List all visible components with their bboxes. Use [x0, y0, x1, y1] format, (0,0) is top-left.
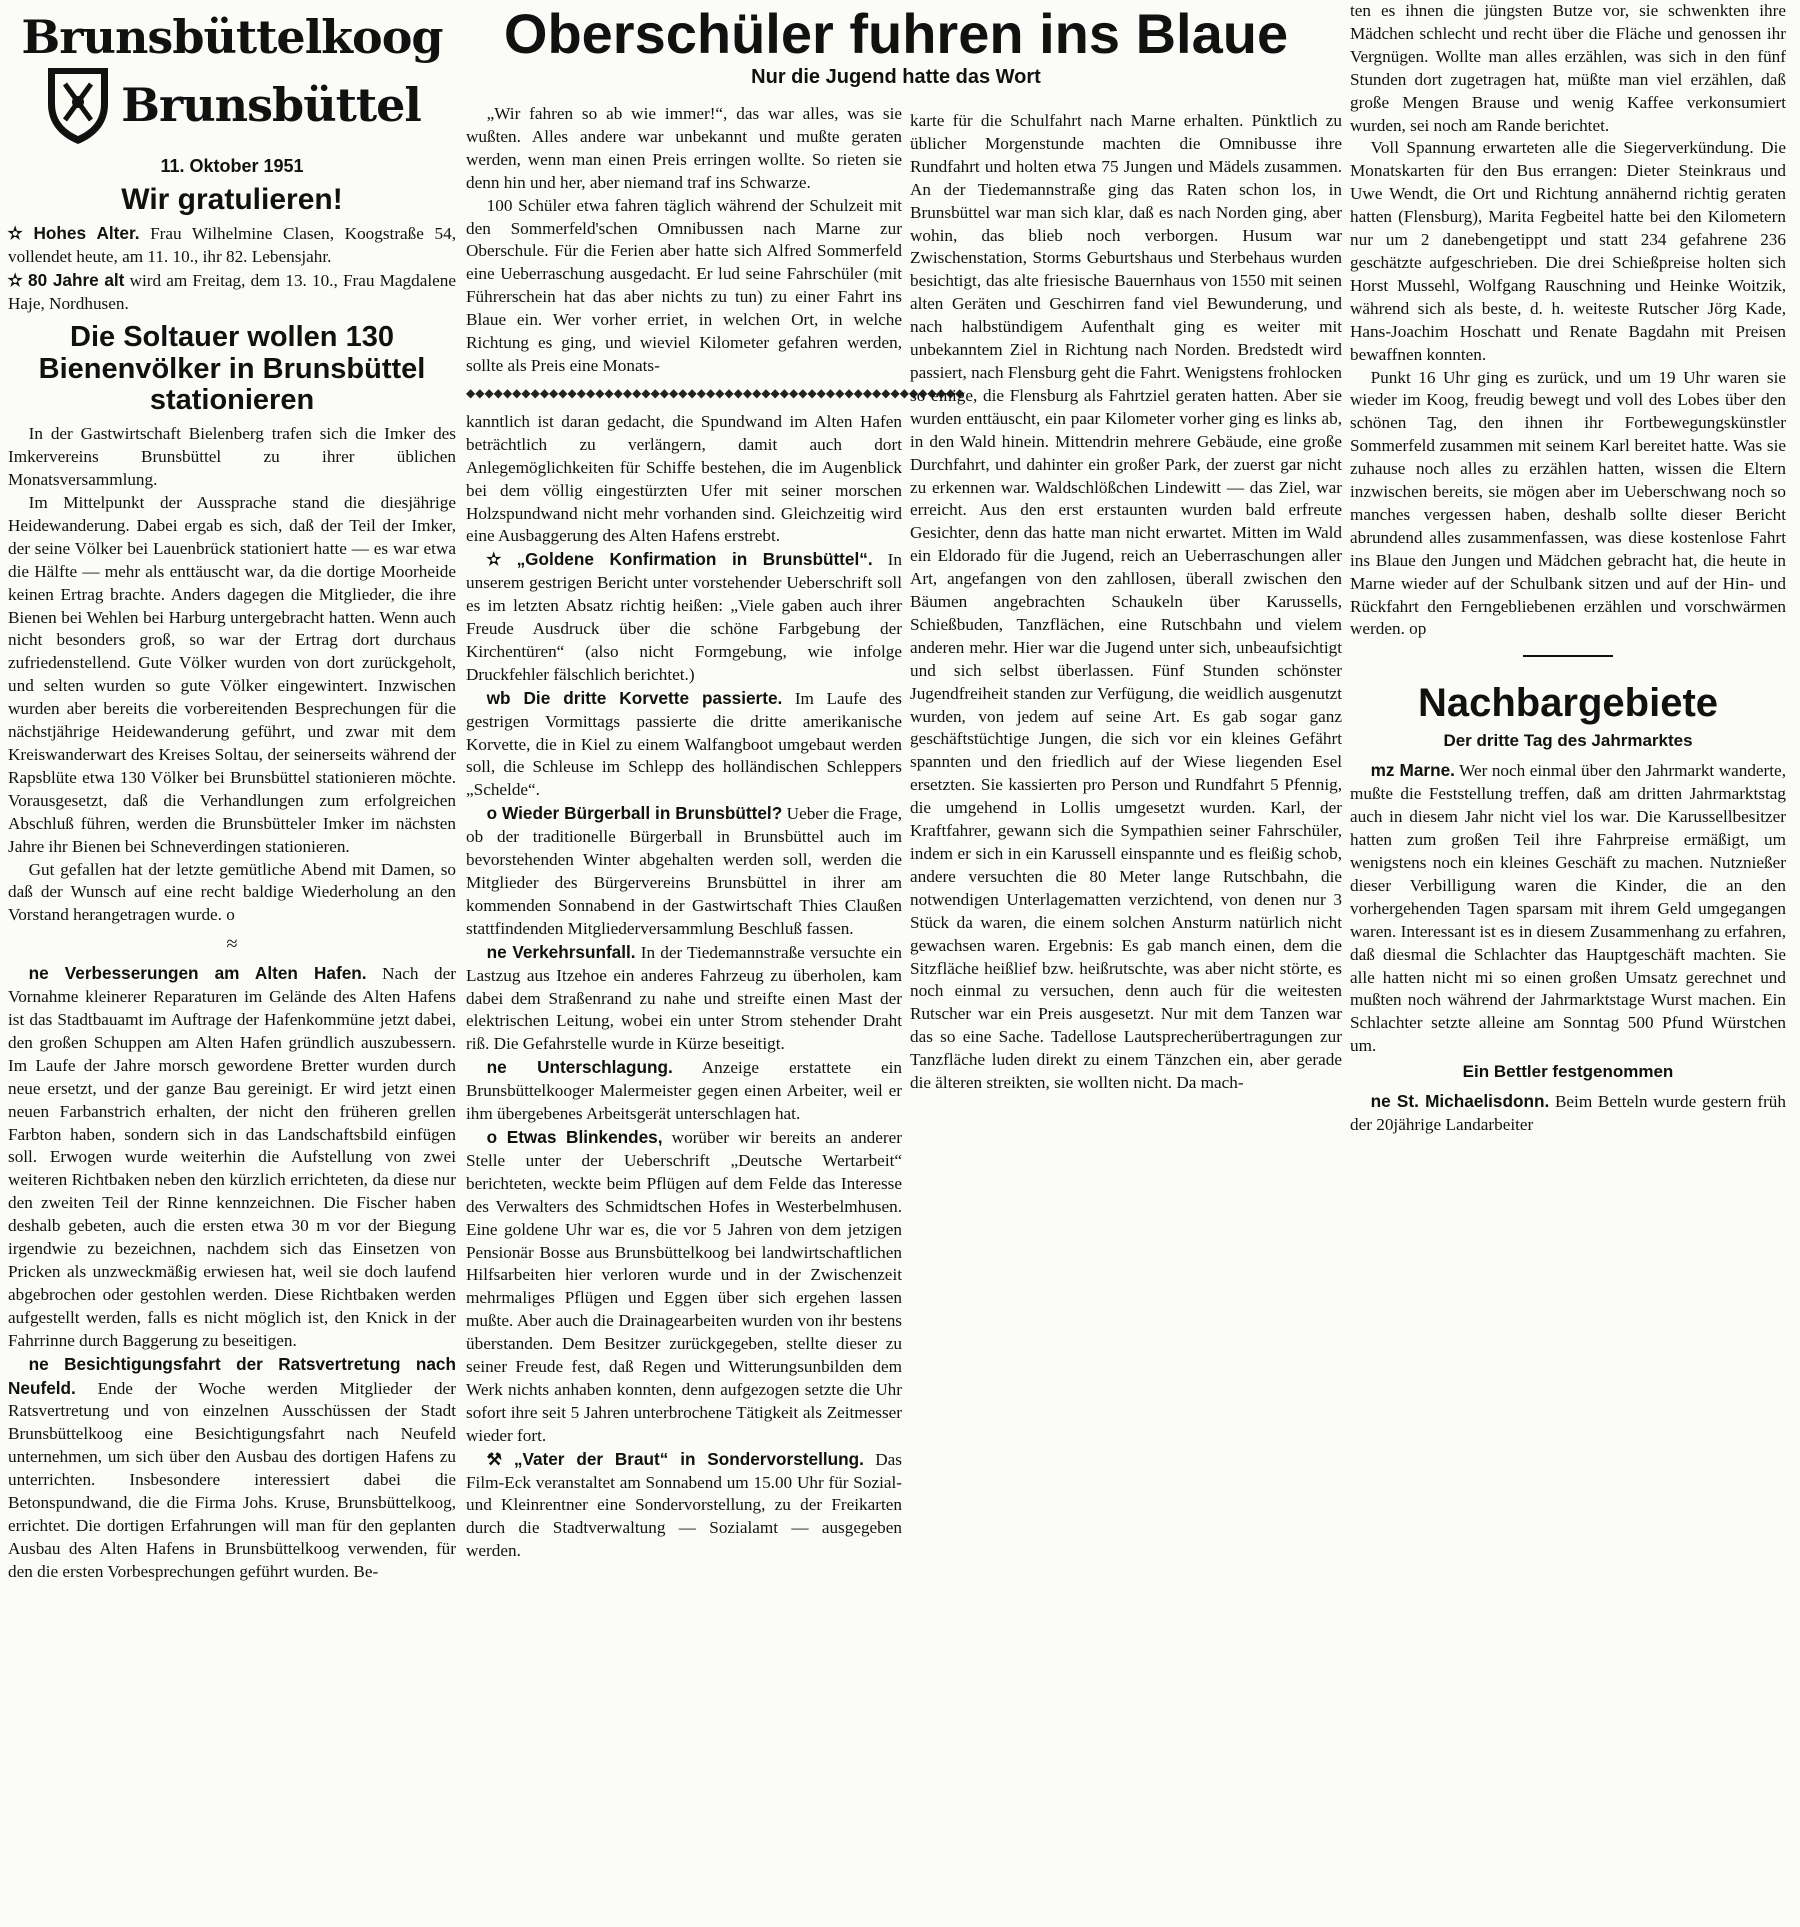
bettler-item: ne St. Michaelisdonn. Beim Betteln wurde gestern früh der 20jährige Landarbeiter: [1350, 1091, 1786, 1135]
news-item: o Etwas Blinkendes, worüber wir bereits an anderer Stelle unter der Ueberschrift „Deutsche Wertarbeit“ berichteten, weckte beim Pflügen auf dem Felde das Interesse des Verwalters des Schmidtschen Hofes in Westerbelmhusen. Eine goldene Uhr war es, die vor 5 Jahren von dem jetzigen Pensionär Bosse aus Brunsbüttelkoog bei landwirtschaftlichen Hilfsarbeiten hier verloren wurde und in der Zwischenzeit mehrmaliges Pflügen und Eggen über sich ergehen lassen mußte. Aber auch die Drainagearbeiten wurden von ihr bestens überstanden. Dem Besitzer zurückgegeben, stellte dieser zu seiner Freude fest, daß Regen und Witterungsunbilden dem Werk nichts anhaben konnten, denn aufgezogen setzte die Uhr sofort ihre seit 5 Jahren unterbrochene Tätigkeit als Zeitmesser wieder fort.: [466, 1126, 902, 1445]
article-end-rule: [1523, 655, 1613, 657]
article-paragraph: Punkt 16 Uhr ging es zurück, und um 19 Uhr waren sie wieder im Koog, freudig bewegt und voll des Lobes über den schönen Tag, den ihnen ihr Fortbewegungskünstler Sommerfeld zusammen mit seinem Karl bereitet hatte. Was sie zuhause noch alles zu erzählen hatten, wissen die Eltern inzwischen bereits, sie mögen aber im Ueberschwang noch so manches vergessen haben, deshalb sollte dieser Bericht abrundend alles zusammenfassen, was diese kostenlose Fahrt ins Blaue den Jungen und Mädchen gebracht hat, die heute in Marne wieder auf der Schulbank sitzen und auf der Hin- und Rückfahrt den Ferngebliebenen erzählen und vorschwärmen werden. op: [1350, 367, 1786, 639]
article-paragraph: ten es ihnen die jüngsten Butze vor, sie schwenkten ihre Mädchen schlecht und recht über die Fläche und genossen ihr Vergnügen. Wollte man alles erzählen, was sich in den fünf Stunden dort zugetragen hat, müßte man viel erzählen, daß große Mengen Brause und wenig Kaffee verkonsumiert wurden, sei noch am Rande berichtet.: [1350, 1, 1786, 135]
article-continuation: karte für die Schulfahrt nach Marne erhalten. Pünktlich zu üblicher Morgenstunde machten die Omnibusse ihre Rundfahrt und holten etwa 75 Jungen und Mädels zusammen. An der Tiedemannstraße ging das Raten schon los, in Brunsbüttel war man sich klar, daß es nach Norden ging, aber wohin, das blieb noch verborgen. Husum war Zwischenstation, Storms Geburtshaus und Sterbehaus wurden besichtigt, das alte friesische Bauernhaus von 1550 mit seinen alten Geräten und Geschirren fand viel Bewunderung, und nach halbstündigem Aufenthalt ging es weiter mit unbekanntem Ziel in Richtung nach Norden. Bredstedt wird passiert, nach Flensburg geht die Fahrt. Wenigstens frohlocken so einige, die Flensburg als Fahrtziel geraten hatten. Aber sie wurden enttäuscht, ein paar Kilometer vorher ging es links ab, in den Wald hinein. Mittendrin mehrere Gebäude, eine große Durchfahrt, und dahinter ein großer Park, der zuerst gar nicht zu erkennen war. Waldschlößchen Lindewitt — das Ziel, war erreicht. Aus den erst erstaunten wurden bald erfreute Gesichter, denn das hatte man nicht erwartet. Mitten im Wald ein Eldorado für die Jugend, reich an Ueberraschungen aller Art, angefangen von den zahllosen, überall zwischen den Bäumen angebrachten Schaukeln über Karussells, Schießbuden, Tanzflächen, eine Rutschbahn und vielem anderen mehr. Hier war die Jugend unter sich, unbeaufsichtigt und sich selbst überlassen. Fünf Stunden schönster Jugendfreiheit standen zur Verfügung, die weidlich ausgenutzt wurden, von jedem auf seine Art. Es gab sogar ganz geschäftstüchtige Jungen, die sich vor ein kleines Gefährt spannten und den friedlich auf der Wiese liegenden Esel ersetzten. Sie kassierten pro Person und Rundfahrt 5 Pfennig, die umgehend in Lollis umgesetzt wurden. Karl, der Kraftfahrer, gewann sich die Sympathien seiner Fahrschüler, indem er sich in ein Karussell einspannte und es fleißig schob, andere versuchten die 80 Meter lange Rutschbahn, die notwendigen Unterlagematten verzichtend, von denen nur 3 Stück da waren, die einem solchen Ansturm natürlich nicht gewachsen waren. Ergebnis: Es gab manch einen, dem die Sitzfläche heißlief bzw. heißrutschte, was aber nicht störte, es noch einmal zu versuchen, denn auch für die weitesten Rutscher war ein Preis ausgesetzt. Nur mit dem Tanzen war das so eine Sache. Tadellose Lautsprecherübertragungen zur Tanzfläche luden direkt zu einem Tänzchen ein, aber gerade die älteren streikten, sie wollten nicht. Da mach-: [910, 111, 1342, 1093]
gratulieren-item-2: ✫ 80 Jahre alt wird am Freitag, dem 13. 10., Frau Magdalene Haje, Nordhusen.: [8, 269, 456, 313]
article-paragraph: 100 Schüler etwa fahren täglich während der Schulzeit mit den Sommerfeld'schen Omnibussen nach Marne zur Oberschule. Für die Ferien aber hatte sich Alfred Sommerfeld eine Ueberraschung ausgedacht. Er lud seine Fahrschüler (mit Führerschein hat das aber nichts zu tun) zu einer Fahrt ins Blaue ein. Wer vorher erriet, in welchen Ort, in welche Richtung es ging, und wieviel Kilometer gefahren werden, sollte als Preis eine Monats-: [466, 195, 902, 375]
masthead: [8, 0, 456, 152]
news-item: wb Die dritte Korvette passierte. Im Laufe des gestrigen Vormittags passierte die dritte amerikanische Korvette, die in Kiel zu einem Walfangboot umgebaut werden soll, die Schleuse im Schlepp des holländischen Schleppers „Schelde“.: [466, 687, 902, 800]
column-3: [910, 110, 1342, 1927]
gratulieren-heading: Wir gratulieren!: [121, 183, 343, 216]
section-divider: ≈: [226, 933, 238, 956]
news-item: o Wieder Bürgerball in Brunsbüttel? Ueber die Frage, ob der traditionelle Bürgerball in Brunsbüttel auch im bevorstehenden Winter abgehalten werden soll, werden die Mitglieder des Bürgervereins Brunsbüttel in ihrer am kommenden Sonnabend in der Gastwirtschaft Thies Claußen stattfindenden Mitgliederversammlung Beschluß fassen.: [466, 803, 902, 938]
soltau-heading: Die Soltauer wollen 130 Bienenvölker in Brunsbüttel stationieren: [38, 320, 426, 417]
ratsfahrt-item: ne Besichtigungsfahrt der Ratsvertretung nach Neufeld. Ende der Woche werden Mitglieder der Ratsvertretung und von einzelnen Ausschüssen der Stadt Brunsbüttelkoog eine Besichtigungsfahrt nach Neufeld unternehmen, um sich über den Ausbau des dortigen Hafens zu unterrichten. Insbesondere interessiert dabei die Betonspundwand, die die Firma Johs. Kruse, Brunsbüttelkoog, errichtet. Die dortigen Erfahrungen will man für den geplanten Ausbau des Alten Hafens in Brunsbüttelkoog verwenden, für den die ersten Vorbesprechungen geführt wurden. Be-: [8, 1353, 456, 1581]
soltau-paragraph: Gut gefallen hat der letzte gemütliche Abend mit Damen, so daß der Wunsch auf eine recht baldige Wiederholung an den Vorstand herangetragen wurde. o: [8, 859, 456, 925]
column-4: [1350, 0, 1786, 1927]
hafen-continuation: kanntlich ist daran gedacht, die Spundwand im Alten Hafen beträchtlich zu verlängern, damit auch dort Anlegemöglichkeiten für Schiffe bestehen, die im Augenblick bei dem völlig eingestürzten Ufer mit seiner morschen Holzspundwand nicht mehr vorhanden sind. Gleichzeitig wird eine Ausbaggerung des Alten Hafens erstrebt.: [466, 411, 902, 546]
article-paragraph: „Wir fahren so ab wie immer!“, das war alles, was sie wußten. Alles andere war unbekannt und mußte geraten werden, wenn man einen Preis erringen wollte. So rieten sie denn hin und her, aber niemand traf ins Schwarze.: [466, 104, 902, 192]
jahrmarkt-item: mz Marne. Wer noch einmal über den Jahrmarkt wanderte, mußte die Feststellung treffen, daß am dritten Jahrmarktstag auch in diesem Jahr nicht viel los war. Die Karussellbesitzer hatten zum großen Teil ihre Fahrpreise ermäßigt, um wenigstens noch ein kleines Geschäft zu machen. Nutznießer dieser Verbilligung waren die Kinder, die an den vorhergehenden Tagen sparsam mit ihrem Geld umgegangen waren. Interessant ist es in diesem Zusammenhang zu erfahren, daß diesmal die Schlachter das Hauptgeschäft machten. Sie alle hatten nicht mi so einen großen Umsatz gerechnet und mußten noch während der Jahrmarktstage Wurst machen. Ein Schlachter setzte alleine am Sonntag 500 Pfund Würstchen um.: [1350, 760, 1786, 1056]
news-item: ne Verkehrsunfall. In der Tiedemannstraße versuchte ein Lastzug aus Itzehoe ein anderes Fahrzeug zu überholen, kam dabei dem Straßenrand zu nahe und streifte einen Mast der elektrischen Leitung, wobei ein unter Strom stehender Draht riß. Die Gefahrstelle wurde in Kürze beseitigt.: [466, 941, 902, 1054]
news-item: ne Unterschlagung. Anzeige erstattete ein Brunsbüttelkooger Malermeister gegen einen Arbeiter, weil er ihm übergebenes Arbeitsgerät unterschlagen hat.: [466, 1057, 903, 1124]
gratulieren-item-1: ✫ Hohes Alter. Frau Wilhelmine Clasen, Koogstraße 54, vollendet heute, am 11. 10., ihr 82. Lebensjahr.: [8, 223, 457, 266]
hafen-item: ne Verbesserungen am Alten Hafen. Nach der Vornahme kleinerer Reparaturen im Gelände des Alten Hafens ist das Stadtbauamt im Auftrage der Hafenkommüne jetzt dabei, den großen Schuppen am Alten Hafen gründlich auszubessern. Im Laufe der Jahre morsch gewordene Bretter wurden durch neue ersetzt, und der ganze Bau gereinigt. Er wird jetzt einen neuen Farbanstrich erhalten, der nicht den früheren grellen Farbton haben, sondern sich in das Landschaftsbild einfügen soll. Erwogen wurde weiterhin die Aufstellung von zwei weiteren Richtbaken neben den kürzlich errichteten, da diese nur den zweiten Teil der Rinne kennzeichnen. Die Fischer haben deshalb gebeten, auch die ersten etwa 30 m vor der Biegung irgendwie zu bezeichnen, nachdem sich das Einsetzen von Pricken als unzweckmäßig erwiesen hat, weil sie doch laufend abgebrochen oder gestohlen werden. Diese Richtbaken werden aufgestellt werden, falls es nicht möglich ist, den Knick in der Fahrrinne durch Baggerung zu beseitigen.: [8, 963, 456, 1350]
column-1: [8, 0, 456, 1927]
coat-of-arms-icon: [43, 64, 113, 146]
bettler-subheading: Ein Bettler festgenommen: [1462, 1062, 1674, 1082]
article-paragraph: Voll Spannung erwarteten alle die Siegerverkündung. Die Monatskarten für den Bus errangen: Dieter Steinkraus und Uwe Wendt, die Ort und Richtung annähernd richtig geraten hatten (Flensburg), Marita Fegbeitel hatte bei den Kilometern nur um 2 danebengetippt und statt 234 gefahrene 236 geschätzte aufgeschrieben. Die drei Schießpreise holten sich Horst Mussehl, Wolfgang Rauschning und Heinke Woitzik, während sich als beste, d. h. weiteste Rutscher Jörg Kade, Hans-Joachim Hoschatt und Renate Bagdahn mit Preisen bewaffnen konnten.: [1350, 138, 1786, 364]
news-item: ⚒ „Vater der Braut“ in Sondervorstellung. Das Film-Eck veranstaltet am Sonnabend um 15.00 Uhr für Sozial- und Kleinrentner eine Sondervorstellung, zu der Freikarten durch die Stadtverwaltung — Sozialamt — ausgegeben werden.: [466, 1448, 902, 1561]
masthead-line-1: Brunsbüttelkoog: [21, 10, 443, 64]
main-subheadline: Nur die Jugend hatte das Wort: [751, 66, 1041, 88]
main-headline: Oberschüler fuhren ins Blaue: [503, 2, 1289, 65]
news-item: ✫ „Goldene Konfirmation in Brunsbüttel“. In unserem gestrigen Bericht unter vorstehender Ueberschrift soll es im letzten Absatz richtig heißen: „Viele gaben auch ihrer Freude Ausdruck über die schöne Farbgebung der Kirchentüren“ (also nicht Formgebung, wie infolge Druckfehler fälschlich berichtet.): [466, 549, 902, 684]
soltau-paragraph: Im Mittelpunkt der Aussprache stand die diesjährige Heidewanderung. Dabei ergab es sich, daß der Teil der Imker, der seine Völker bei Lauenbrück stationiert hatte — es war etwa die Hälfte — mehr als enttäuscht war, da die dortige Moorheide keinen Ertrag brachte. Anders dagegen die Mitglieder, die ihre Bienen bei Wehlen bei Harburg untergebracht hatten. Wenn auch nicht besonders groß, so war der Ertrag dort durchaus zufriedenstellend. Gute Völker wurden von dort zurückgeholt, und selten wurden so gute Völker eingewintert. Inzwischen wurden aber bereits die vorbereitenden Besprechungen für die nächstjährige Heidewanderung geführt, und zwar mit dem Kreiswanderwart des Kreises Soltau, der seinerseits während der Rapsblüte etwa 130 Völker bei Brunsbüttel stationieren möchte. Vorausgesetzt, daß die Verhandlungen zum erfolgreichen Abschluß führen, werden die Brunsbütteler Imker im nächsten Jahre ihr Bienen bei Schneverdingen stationieren.: [8, 493, 456, 856]
masthead-line-2: Brunsbüttel: [121, 78, 421, 132]
soltau-paragraph: In der Gastwirtschaft Bielenberg trafen sich die Imker des Imkervereins Brunsbüttel zu ihrer üblichen Monatsversammlung.: [8, 424, 456, 490]
issue-date: 11. Oktober 1951: [160, 156, 304, 176]
nachbargebiete-heading: Nachbargebiete: [1417, 681, 1719, 726]
jahrmarkt-subheading: Der dritte Tag des Jahrmarktes: [1443, 731, 1693, 751]
diamond-divider: ◆◆◆◆◆◆◆◆◆◆◆◆◆◆◆◆◆◆◆◆◆◆◆◆◆◆◆◆◆◆◆◆◆◆◆◆◆◆◆◆◆◆◆◆◆◆◆◆◆◆◆◆◆◆: [466, 385, 965, 400]
